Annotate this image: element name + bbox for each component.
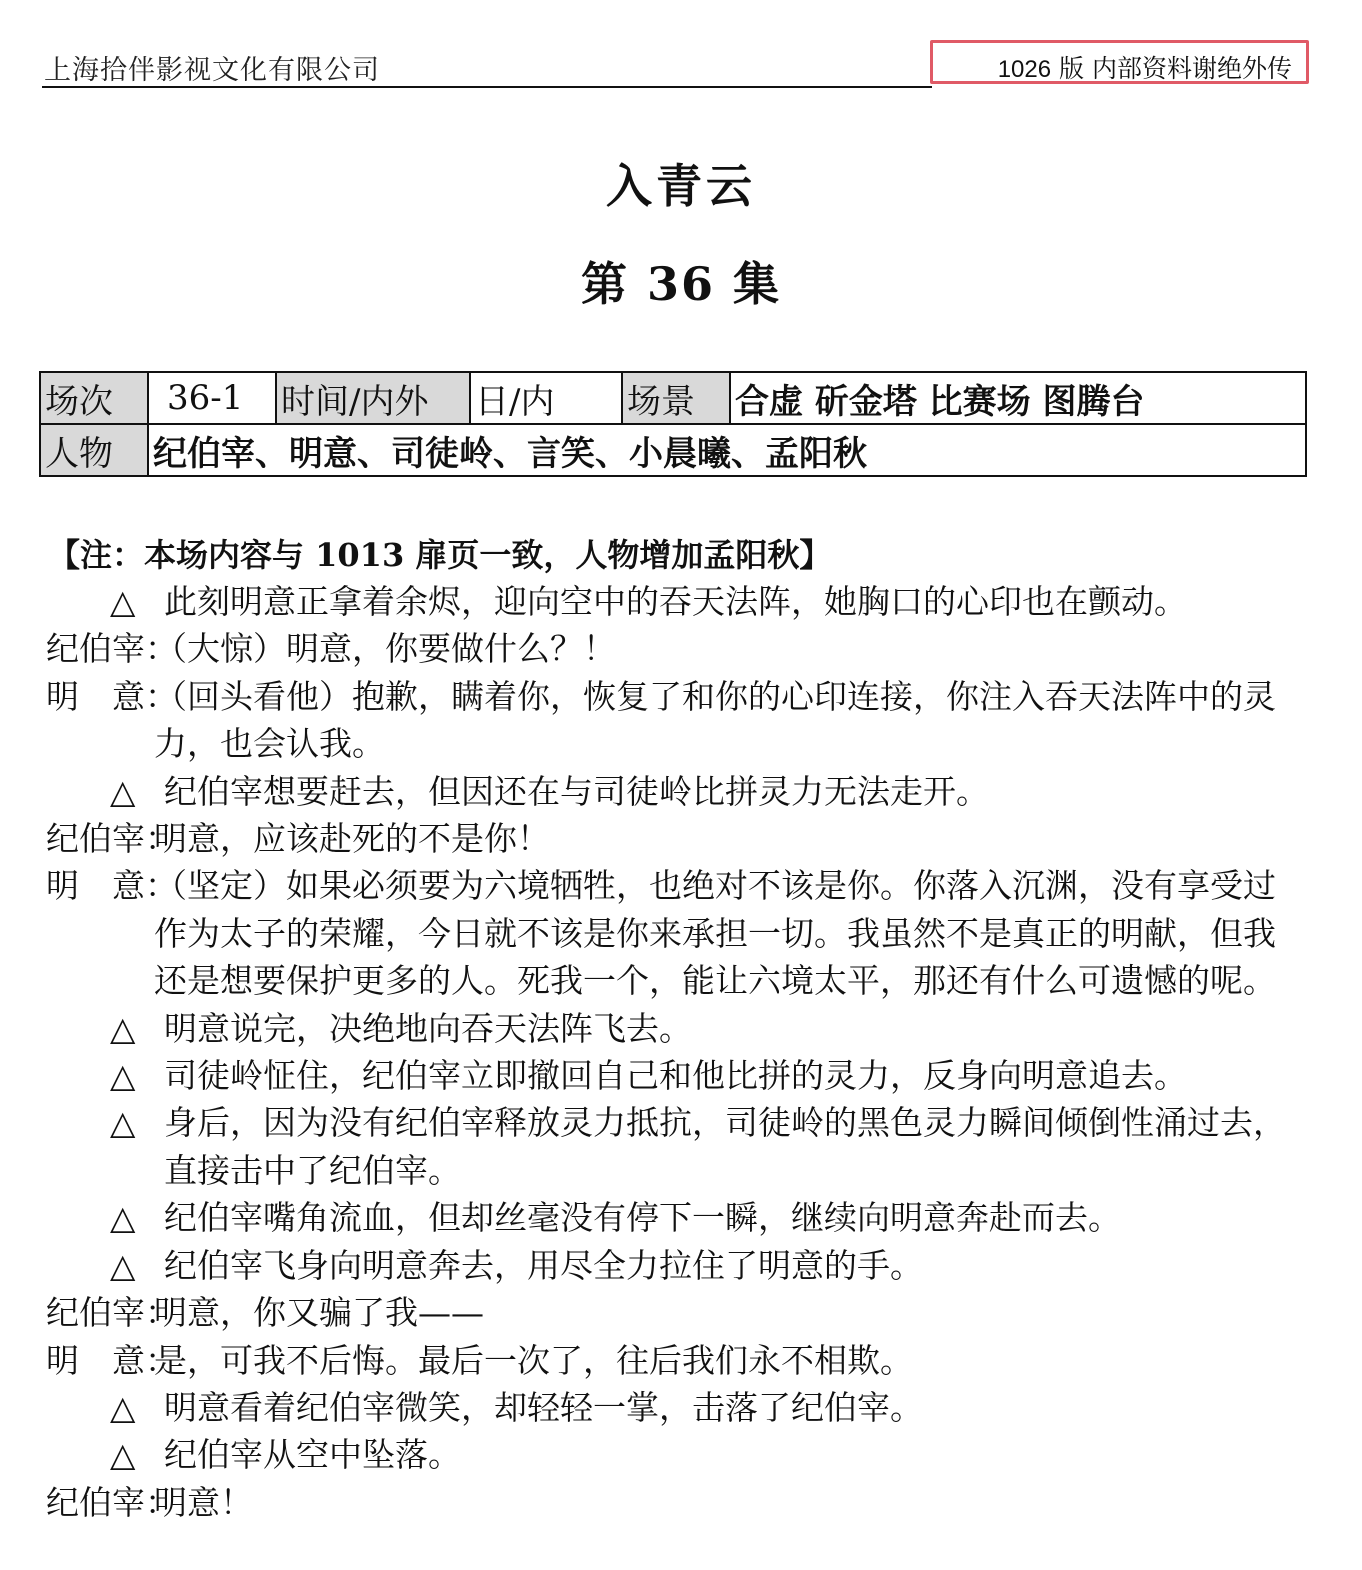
version-stamp	[930, 40, 1309, 84]
characters-label: 人物	[40, 424, 148, 476]
characters-value: 纪伯宰、明意、司徒岭、言笑、小晨曦、孟阳秋	[148, 424, 1306, 476]
dialogue-line	[46, 815, 1308, 862]
scene-row-1	[40, 372, 1306, 424]
action-text: 纪伯宰飞身向明意奔去，用尽全力拉住了明意的手。	[164, 1245, 923, 1285]
dialogue-text: （大惊）明意，你要做什么？！	[154, 629, 616, 669]
action-line	[46, 1005, 1308, 1052]
triangle-mark: △	[110, 1387, 136, 1427]
scene-number: 36-1	[148, 372, 276, 424]
action-text: 纪伯宰从空中坠落。	[164, 1435, 461, 1475]
dialogue-text: （回头看他）抱歉，瞒着你，恢复了和你的心印连接，你注入吞天法阵中的灵力，也会认我。	[154, 676, 1276, 764]
scene-label: 场次	[40, 372, 148, 424]
action-text: 纪伯宰嘴角流血，但却丝毫没有停下一瞬，继续向明意奔赴而去。	[164, 1198, 1121, 1238]
dialogue-text: 明意，应该赴死的不是你！	[154, 819, 550, 859]
action-line	[46, 768, 1308, 815]
speaker: 纪伯宰：	[46, 1482, 178, 1522]
triangle-mark: △	[110, 1245, 136, 1285]
version-number: 1026	[997, 56, 1052, 83]
action-line	[46, 1431, 1308, 1478]
version-label	[998, 49, 1292, 85]
drama-title: 入青云	[606, 159, 756, 213]
triangle-mark: △	[110, 1103, 136, 1143]
dialogue-line	[46, 862, 1308, 1004]
dialogue-text: 明意，你又骗了我——	[154, 1293, 484, 1333]
speaker: 明 意：	[46, 1340, 178, 1380]
episode-title: 第 36 集	[580, 257, 782, 311]
triangle-mark: △	[110, 1198, 136, 1238]
scene-row-2	[40, 424, 1306, 476]
action-text: 此刻明意正拿着余烬，迎向空中的吞天法阵，她胸口的心印也在颤动。	[164, 582, 1187, 621]
action-text: 明意说完，决绝地向吞天法阵飞去。	[164, 1008, 692, 1048]
dialogue-text: 明意！	[154, 1482, 253, 1522]
speaker: 纪伯宰：	[46, 1293, 178, 1333]
action-line	[46, 578, 1308, 625]
action-text: 身后，因为没有纪伯宰释放灵力抵抗，司徒岭的黑色灵力瞬间倾倒性涌过去，直接击中了纪伯宰。	[164, 1103, 1286, 1190]
triangle-mark: △	[110, 1008, 136, 1048]
triangle-mark: △	[110, 1056, 136, 1096]
dialogue-line	[46, 1289, 1308, 1336]
action-text: 司徒岭怔住，纪伯宰立即撤回自己和他比拼的灵力，反身向明意追去。	[164, 1056, 1187, 1096]
dialogue-line	[46, 673, 1308, 768]
action-line	[46, 1384, 1308, 1431]
script-body	[46, 578, 1308, 1526]
company-name: 上海拾伴影视文化有限公司	[44, 55, 380, 86]
triangle-mark: △	[110, 1435, 136, 1475]
dialogue-line	[46, 625, 1308, 672]
scene-info-table	[39, 371, 1307, 477]
dialogue-text: （坚定）如果必须要为六境牺牲，也绝对不该是你。你落入沉渊，没有享受过作为太子的荣耀，今日就不该是你来承担一切。我虽然不是真正的明献，但我还是想要保护更多的人。死我一个，能让六境太平，那还有什么可遗憾的呢。	[154, 866, 1276, 1001]
time-label: 时间/内外	[276, 372, 470, 424]
action-line	[46, 1052, 1308, 1099]
speaker: 明 意：	[46, 676, 178, 716]
scene-note: 【注：本场内容与 1013 扉页一致，人物增加孟阳秋】	[48, 536, 832, 574]
dialogue-line	[46, 1337, 1308, 1384]
action-line	[46, 1194, 1308, 1241]
triangle-mark: △	[110, 771, 136, 811]
location-label: 场景	[622, 372, 730, 424]
header-rule	[42, 86, 932, 88]
speaker: 纪伯宰：	[46, 819, 178, 859]
action-line	[46, 1242, 1308, 1289]
dialogue-text: 是，可我不后悔。最后一次了，往后我们永不相欺。	[154, 1340, 913, 1380]
location-value: 合虚 斫金塔 比赛场 图腾台	[730, 372, 1306, 424]
action-text: 纪伯宰想要赶去，但因还在与司徒岭比拼灵力无法走开。	[164, 771, 989, 811]
action-line	[46, 1099, 1308, 1194]
time-value: 日/内	[470, 372, 622, 424]
dialogue-line	[46, 1479, 1308, 1526]
version-note: 版 内部资料谢绝外传	[1059, 54, 1292, 83]
action-text: 明意看着纪伯宰微笑，却轻轻一掌，击落了纪伯宰。	[164, 1387, 923, 1427]
triangle-mark: △	[110, 582, 136, 621]
speaker: 明 意：	[46, 866, 178, 906]
speaker: 纪伯宰：	[46, 629, 178, 669]
